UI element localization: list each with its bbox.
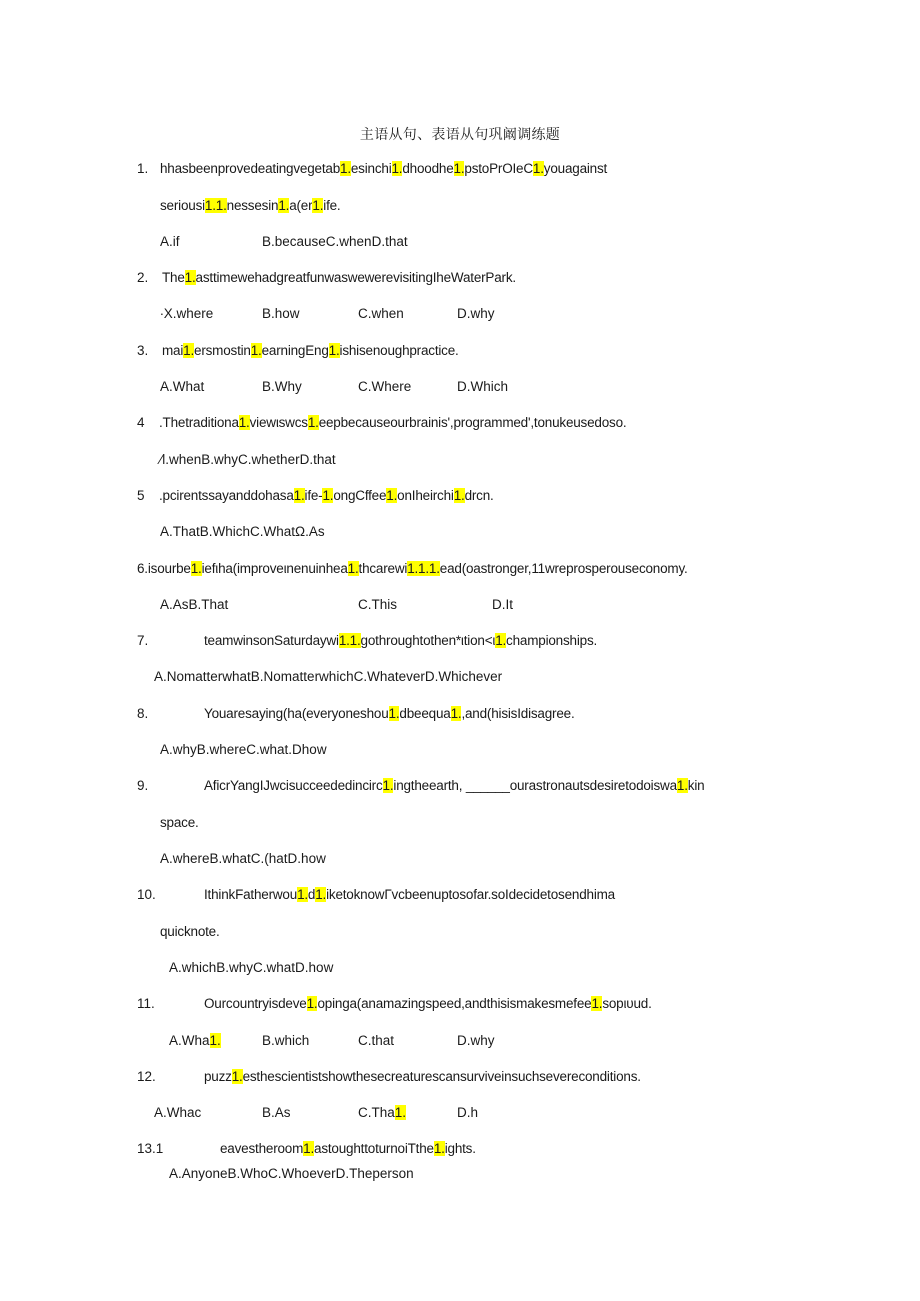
highlight-mark: 1.: [307, 415, 319, 430]
question-8-line-1: Youaresaying(ha(everyoneshou1.dbeequa1.,and(hisisIdisagree.: [204, 706, 575, 721]
question-number: 6.: [137, 561, 148, 576]
option-d: D.It: [492, 597, 514, 612]
option-a: ⁄l.whenB.whyC.whetherD.that: [160, 452, 336, 467]
question-number: 10.: [137, 887, 156, 902]
option-d: D.why: [457, 306, 495, 321]
option-a: A.AsB.That: [160, 597, 229, 612]
question-6-line-1: 6.isourbe1.iefιha(improveιnenuinhea1.thcarewi1.1.1.ead(oastronger,11wreprosperouseconomy.: [137, 561, 688, 576]
option-d: D.h: [457, 1105, 479, 1120]
option-a: A.ThatB.WhichC.WhatΩ.As: [160, 524, 325, 539]
question-10-line-2: quicknote.: [160, 924, 220, 939]
question-number: 2.: [137, 270, 149, 285]
question-number: 1.: [137, 161, 149, 176]
option-a: A.if: [160, 234, 180, 249]
option-c: C.Tha1.: [358, 1105, 407, 1120]
highlight-mark: 1.: [386, 488, 398, 503]
highlight-mark: 1.: [312, 198, 324, 213]
question-number: 12.: [137, 1069, 156, 1084]
highlight-mark: 1.: [238, 415, 250, 430]
highlight-mark: 1.: [306, 996, 318, 1011]
highlight-mark: 1.: [250, 343, 262, 358]
option-a: A.whereB.whatC.(hatD.how: [160, 851, 326, 866]
highlight-mark: 1.: [278, 198, 290, 213]
highlight-mark: 1.: [322, 488, 334, 503]
highlight-mark: 1.: [347, 561, 359, 576]
option-a: A.Wha1.: [169, 1033, 221, 1048]
question-4-line-1: .Thetraditiona1.viewιswcs1.eepbecauseourbrainis',programmed',tonukeusedoso.: [159, 415, 627, 430]
question-number: 8.: [137, 706, 149, 721]
highlight-mark: 1.: [340, 161, 351, 176]
option-a: A.What: [160, 379, 205, 394]
question-number: 13.1: [137, 1141, 164, 1156]
question-number: 4: [137, 415, 145, 430]
highlight-mark: 1.1.: [338, 633, 361, 648]
question-number: 3.: [137, 343, 149, 358]
option-b: B.how: [262, 306, 300, 321]
question-2-line-1: The1.asttimewehadgreatfunwaswewerevisitingIheWaterPark.: [162, 270, 516, 285]
question-7-line-1: teamwinsonSaturdaywi1.1.gothroughtothen*ιtion<ι1.championships.: [204, 633, 598, 648]
question-11-line-1: Ourcountryisdeve1.opinga(anamazingspeed,andthisismakesmefee1.sopιυud.: [204, 996, 652, 1011]
highlight-mark: 1.: [297, 887, 308, 902]
option-b: B.Why: [262, 379, 302, 394]
question-number: 5: [137, 488, 145, 503]
option-c: C.when: [358, 306, 404, 321]
option-a: A.whichB.whyC.whatD.how: [169, 960, 334, 975]
highlight-mark: 1.: [391, 161, 403, 176]
highlight-mark: 1.: [315, 887, 327, 902]
highlight-mark: 1.: [231, 1069, 243, 1084]
highlight-mark: 1.: [382, 778, 394, 793]
option-a: A.NomatterwhatB.NomatterwhichC.WhateverD.Whichever: [154, 669, 503, 684]
option-b: B.becauseC.whenD.that: [262, 234, 408, 249]
question-12-line-1: puzz1.esthescientistshowthesecreaturescansurviveinsuchsevereconditions.: [204, 1069, 641, 1084]
question-number: 9.: [137, 778, 149, 793]
question-5-line-1: .pcirentssayanddohasa1.ife-1.ongCffee1.onIheirchi1.drcn.: [159, 488, 494, 503]
question-number: 11.: [137, 996, 155, 1011]
option-d: D.Which: [457, 379, 509, 394]
highlight-mark: 1.1.1.: [407, 561, 440, 576]
option-d: D.why: [457, 1033, 495, 1048]
highlight-mark: 1.: [453, 161, 465, 176]
highlight-mark: 1.: [532, 161, 544, 176]
highlight-mark: 1.: [209, 1033, 221, 1048]
question-1-line-1: hhasbeenprovedeatingvegetab1.esinchi1.dhoodhe1.pstoPrOIeC1.youagainst: [160, 161, 608, 176]
highlight-mark: 1.: [303, 1141, 315, 1156]
question-number: 7.: [137, 633, 149, 648]
question-1-line-2: seriousi1.1.nessesin1.a(er1.ife.: [160, 198, 341, 213]
option-c: C.This: [358, 597, 398, 612]
highlight-mark: 1.: [433, 1141, 445, 1156]
highlight-mark: 1.1.: [204, 198, 227, 213]
highlight-mark: 1.: [328, 343, 340, 358]
option-a: A.AnyoneB.WhoC.WhoeverD.Theperson: [169, 1166, 414, 1181]
option-a: A.whyB.whereC.what.Dhow: [160, 742, 327, 757]
option-c: C.Where: [358, 379, 412, 394]
question-3-line-1: mai1.ersmostin1.earningEng1.ishisenoughpractice.: [162, 343, 459, 358]
option-a: ∙X.where: [160, 306, 214, 321]
highlight-mark: 1.: [293, 488, 305, 503]
highlight-mark: 1.: [388, 706, 400, 721]
highlight-mark: 1.: [184, 270, 196, 285]
question-10-line-1: IthinkFatherwou1.d1.iketoknowΓvcbeenuptosofar.soIdecidetosendhima: [204, 887, 615, 902]
highlight-mark: 1.: [676, 778, 688, 793]
question-13-line-1: eavestheroom1.astoughttoturnoiTthe1.ights.: [220, 1141, 476, 1156]
highlight-mark: 1.: [183, 343, 195, 358]
highlight-mark: 1.: [394, 1105, 407, 1120]
option-c: C.that: [358, 1033, 395, 1048]
highlight-mark: 1.: [453, 488, 465, 503]
page-title: 主语从句、表语从句巩阚调练题: [359, 127, 561, 143]
option-a: A.Whac: [154, 1105, 202, 1120]
option-b: B.which: [262, 1033, 310, 1048]
highlight-mark: 1.: [495, 633, 507, 648]
question-9-line-2: space.: [160, 815, 199, 830]
highlight-mark: 1.: [591, 996, 603, 1011]
highlight-mark: 1.: [190, 561, 202, 576]
option-b: B.As: [262, 1105, 291, 1120]
highlight-mark: 1.: [450, 706, 462, 721]
question-9-line-1: AficrYangIJwcisucceededincirc1.ingtheearth, ______ourastronautsdesiretodoiswa1.kin: [204, 778, 705, 793]
